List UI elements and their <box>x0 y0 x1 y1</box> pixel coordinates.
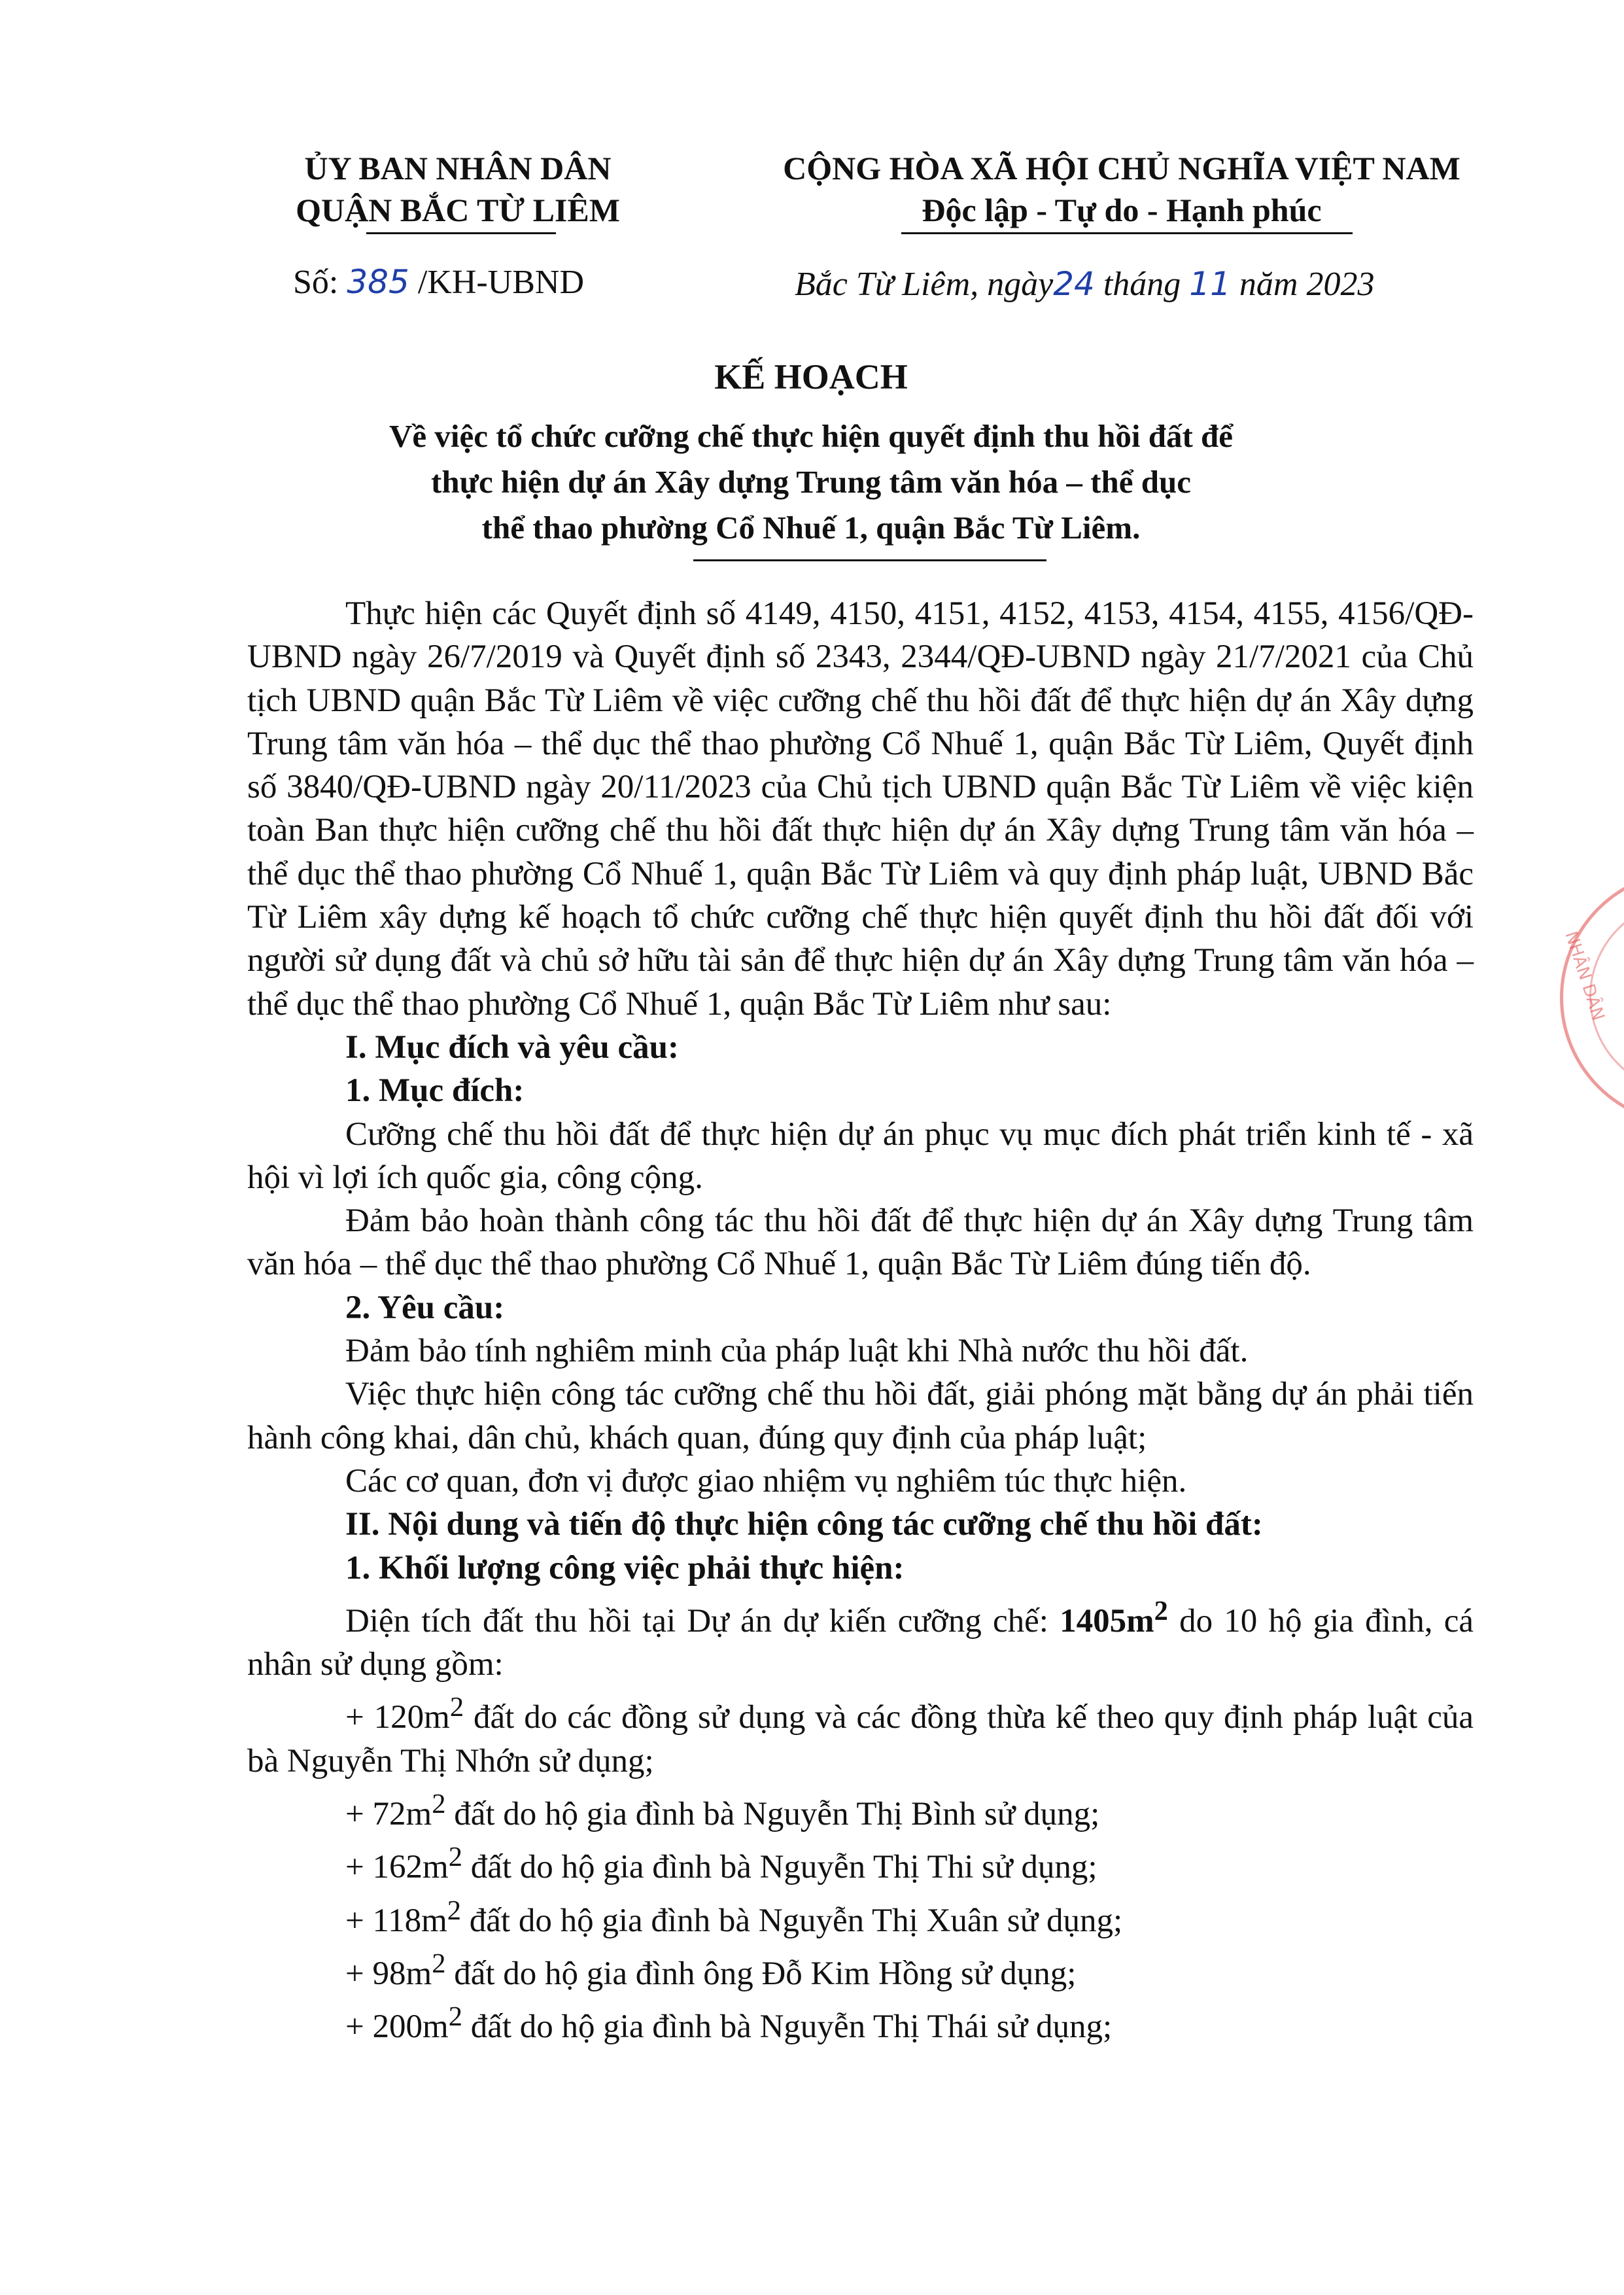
workload-heading: 1. Khối lượng công việc phải thực hiện: <box>345 1549 905 1586</box>
list-item: + $200m^2$ đất do hộ gia đình bà Nguyễn Thị Thái sử dụng; <box>345 2001 1113 2046</box>
area-paragraph <box>247 1590 1474 1687</box>
handwritten-number: 385 <box>347 263 409 301</box>
national-header <box>742 147 1501 231</box>
area-value: 1405m <box>1060 1602 1154 1639</box>
subtitle-line-2: thực hiện dự án Xây dựng Trung tâm văn hóa – thể dục <box>431 464 1191 500</box>
purpose-paragraph-1: Cưỡng chế thu hồi đất để thực hiện dự án phục vụ mục đích phát triển kinh tế - xã hội vì lợi ích quốc gia, công cộng. <box>247 1115 1474 1196</box>
national-title: CỘNG HÒA XÃ HỘI CHỦ NGHĨA VIỆT NAM <box>783 150 1460 186</box>
list-item: + $72m^2$ đất do hộ gia đình bà Nguyễn Thị Bình sử dụng; <box>345 1789 1100 1833</box>
document-body <box>247 592 1474 2049</box>
subtitle-line-3: thể thao phường Cổ Nhuế 1, quận Bắc Từ Liêm. <box>481 510 1141 546</box>
place-date <box>795 265 1374 304</box>
title-underline <box>693 559 1046 561</box>
subtitle-line-1: Về việc tổ chức cưỡng chế thực hiện quyết định thu hồi đất để <box>389 418 1234 454</box>
requirement-paragraph-3: Các cơ quan, đơn vị được giao nhiệm vụ nghiêm túc thực hiện. <box>345 1462 1187 1499</box>
number-prefix: Số: <box>293 264 339 301</box>
red-seal-text: NHÂN DÂN <box>1561 929 1608 1023</box>
place-date-prefix: Bắc Từ Liêm, ngày <box>795 266 1054 303</box>
year-label: năm 2023 <box>1239 266 1375 303</box>
document-number <box>293 263 584 302</box>
purpose-heading: 1. Mục đích: <box>345 1072 525 1110</box>
list-item: + $98m^2$ đất do hộ gia đình ông Đỗ Kim Hồng sử dụng; <box>345 1948 1077 1992</box>
month-label: tháng <box>1103 266 1181 303</box>
area-text-after: do 10 hộ gia đình, cá nhân sử dụng gồm: <box>247 1602 1474 1683</box>
issuer-header <box>249 147 667 231</box>
list-item: + $120m^2$ đất do các đồng sử dụng và các đồng thừa kế theo quy định pháp luật của bà Nguyễn Thị Nhớn sử dụng; <box>247 1692 1474 1779</box>
national-motto: Độc lập - Tự do - Hạnh phúc <box>922 192 1322 228</box>
section-1-heading: I. Mục đích và yêu cầu: <box>345 1028 679 1066</box>
number-suffix: /KH-UBND <box>417 264 585 301</box>
section-2-heading: II. Nội dung và tiến độ thực hiện công tác cưỡng chế thu hồi đất: <box>345 1506 1263 1543</box>
purpose-paragraph-2: Đảm bảo hoàn thành công tác thu hồi đất để thực hiện dự án Xây dựng Trung tâm văn hóa – thể dục thể thao phường Cổ Nhuế 1, quận Bắc Từ Liêm đúng tiến độ. <box>247 1202 1474 1283</box>
document-subtitle <box>262 413 1360 551</box>
requirement-paragraph-2: Việc thực hiện công tác cưỡng chế thu hồi đất, giải phóng mặt bằng dự án phải tiến hành công khai, dân chủ, khách quan, đúng quy định của pháp luật; <box>247 1376 1474 1456</box>
issuer-line-1: ỦY BAN NHÂN DÂN <box>304 150 612 186</box>
list-item: + $118m^2$ đất do hộ gia đình bà Nguyễn Thị Xuân sử dụng; <box>345 1895 1123 1939</box>
area-unit-sup: 2 <box>1154 1595 1168 1626</box>
intro-paragraph: Thực hiện các Quyết định số 4149, 4150, 4151, 4152, 4153, 4154, 4155, 4156/QĐ-UBND ngày 26/7/2019 và Quyết định số 2343, 2344/QĐ-UBND ngày 21/7/2021 của Chủ tịch UBND quận Bắc Từ Liêm về việc cưỡng chế thu hồi đất để thực hiện dự án Xây dựng Trung tâm văn hóa – thể dục thể thao phường Cổ Nhuế 1, quận Bắc Từ Liêm, Quyết định số 3840/QĐ-UBND ngày 20/11/2023 của Chủ tịch UBND quận Bắc Từ Liêm về việc kiện toàn Ban thực hiện cưỡng chế thu hồi đất thực hiện dự án Xây dựng Trung tâm văn hóa – thể dục thể thao phường Cổ Nhuế 1, quận Bắc Từ Liêm và quy định pháp luật, UBND Bắc Từ Liêm xây dựng kế hoạch tổ chức cưỡng chế thực hiện quyết định thu hồi đất đối với người sử dụng đất và chủ sở hữu tài sản để thực hiện dự án Xây dựng Trung tâm văn hóa – thể dục thể thao phường Cổ Nhuế 1, quận Bắc Từ Liêm như sau: <box>247 595 1474 1023</box>
document-title: KẾ HOẠCH <box>714 357 908 396</box>
handwritten-month: 11 <box>1189 265 1231 303</box>
area-text-before: Diện tích đất thu hồi tại Dự án dự kiến cưỡng chế: <box>345 1602 1048 1639</box>
motto-underline <box>901 232 1353 234</box>
handwritten-day: 24 <box>1053 265 1095 303</box>
issuer-line-2: QUẬN BẮC TỪ LIÊM <box>296 192 620 228</box>
issuer-underline <box>366 232 556 234</box>
requirement-paragraph-1: Đảm bảo tính nghiêm minh của pháp luật khi Nhà nước thu hồi đất. <box>345 1333 1249 1370</box>
requirement-heading: 2. Yêu cầu: <box>345 1289 505 1326</box>
list-item: + $162m^2$ đất do hộ gia đình bà Nguyễn Thị Thi sử dụng; <box>345 1842 1097 1886</box>
